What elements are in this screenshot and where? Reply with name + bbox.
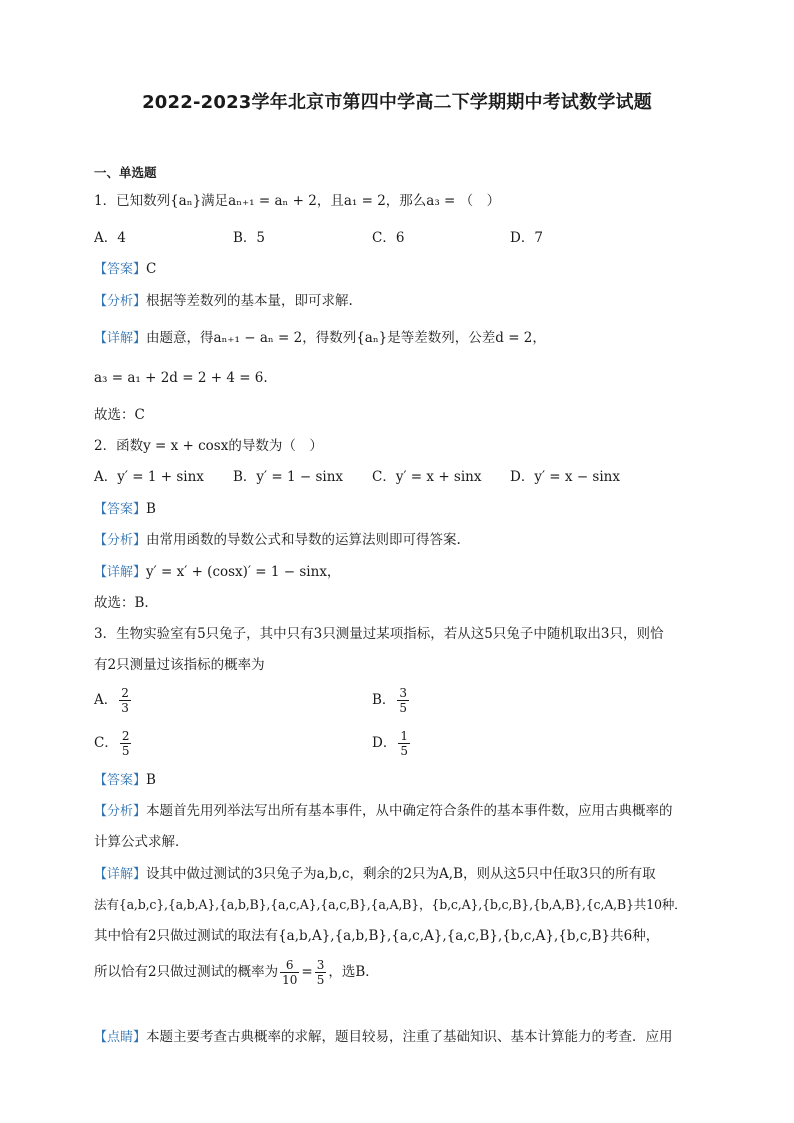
fraction-denominator: 5 xyxy=(121,744,130,758)
fraction-numerator: 3 xyxy=(399,686,408,700)
answer-tag: 【答案】 xyxy=(94,773,147,788)
q3-analysis-line2: 计算公式求解． xyxy=(94,834,189,850)
q1-analysis xyxy=(94,291,353,312)
answer-tag: 【答案】 xyxy=(94,502,147,517)
option-fraction xyxy=(398,729,410,758)
q3-analysis-line1 xyxy=(94,801,673,822)
q3-stem-line1: 3．生物实验室有5只兔子，其中只有3只测量过某项指标，若从这5只兔子中随机取出3只，则恰 xyxy=(94,626,664,642)
q2-stem: 2．函数y = x + cosx的导数为（ ） xyxy=(94,438,323,454)
probability-fraction-simplified xyxy=(315,958,327,987)
q3-option-d xyxy=(372,729,412,758)
fraction-numerator: 2 xyxy=(121,729,130,743)
q2-conclusion: 故选：B. xyxy=(94,595,149,611)
q1-option-d: D．7 xyxy=(510,230,543,246)
fraction-numerator: 2 xyxy=(121,686,129,700)
q2-answer xyxy=(94,499,156,520)
q3-detail-line2: 法有{a,b,c},{a,b,A},{a,b,B},{a,c,A},{a,c,B},{a,A,B}，{b,c,A},{b,c,B},{b,A,B},{c,A,B}共10种． xyxy=(94,897,687,912)
q2-option-c: C．y′ = x + sinx xyxy=(372,469,482,485)
q3-detail-line3: 其中恰有2只做过测试的取法有{a,b,A},{a,b,B},{a,c,A},{a,c,B},{b,c,A},{b,c,B}共6种， xyxy=(94,928,660,944)
q1-option-b: B．5 xyxy=(233,230,266,246)
probability-fraction xyxy=(280,958,299,987)
fraction-denominator: 5 xyxy=(400,744,408,758)
analysis-tag: 【分析】 xyxy=(94,533,147,548)
q1-conclusion: 故选：C xyxy=(94,407,145,423)
q1-stem: 1．已知数列{aₙ}满足aₙ₊₁ = aₙ + 2，且a₁ = 2，那么a₃ = （ ） xyxy=(94,193,501,209)
q2-option-b: B．y′ = 1 − sinx xyxy=(233,469,344,485)
detail-text: y′ = x′ + (cosx)′ = 1 − sinx， xyxy=(146,564,341,580)
q2-analysis xyxy=(94,530,461,551)
q1-answer xyxy=(94,259,156,280)
detail-text: 设其中做过测试的3只兔子为a,b,c，剩余的2只为A,B，则从这5只中任取3只的所有取 xyxy=(146,866,656,882)
option-fraction xyxy=(120,729,132,758)
q3-detail-line4 xyxy=(94,958,379,987)
q3-answer xyxy=(94,770,156,791)
q3-option-a xyxy=(94,686,133,715)
q1-detail xyxy=(94,328,546,349)
fraction-numerator: 6 xyxy=(280,958,299,973)
answer-value: B xyxy=(146,501,156,517)
analysis-tag: 【分析】 xyxy=(94,294,147,309)
option-letter: D． xyxy=(372,735,397,751)
fraction-denominator: 5 xyxy=(399,701,408,715)
fraction-numerator: 3 xyxy=(316,958,325,972)
section-heading: 一、单选题 xyxy=(94,165,157,180)
option-fraction xyxy=(397,686,409,715)
fraction-denominator: 10 xyxy=(282,973,298,987)
q3-comment xyxy=(94,1027,673,1048)
q2-detail xyxy=(94,562,340,583)
option-letter: A． xyxy=(94,692,118,708)
comment-tag: 【点睛】 xyxy=(94,1030,147,1045)
answer-value: C xyxy=(146,261,157,277)
analysis-text: 根据等差数列的基本量，即可求解. xyxy=(146,293,353,309)
q1-detail-formula: a₃ = a₁ + 2d = 2 + 4 = 6. xyxy=(94,370,268,386)
analysis-tag: 【分析】 xyxy=(94,804,147,819)
q3-option-b xyxy=(372,686,411,715)
fraction-denominator: 3 xyxy=(121,701,129,715)
detail-tag: 【详解】 xyxy=(94,331,147,346)
analysis-text: 由常用函数的导数公式和导数的运算法则即可得答案. xyxy=(146,532,461,548)
detail-text: ，选B． xyxy=(328,964,379,980)
document-title: 2022-2023学年北京市第四中学高二下学期期中考试数学试题 xyxy=(142,92,652,113)
q3-option-c xyxy=(94,729,133,758)
analysis-text: 本题首先用列举法写出所有基本事件，从中确定符合条件的基本事件数，应用古典概率的 xyxy=(146,803,673,819)
detail-tag: 【详解】 xyxy=(94,565,147,580)
detail-text: 所以恰有2只做过测试的概率为 xyxy=(94,964,279,980)
fraction-denominator: 5 xyxy=(316,973,325,987)
answer-tag: 【答案】 xyxy=(94,262,147,277)
option-letter: C． xyxy=(94,735,118,751)
q3-stem-line2: 有2只测量过该指标的概率为 xyxy=(94,657,265,673)
fraction-numerator: 1 xyxy=(400,729,408,743)
comment-text: 本题主要考查古典概率的求解，题目较易，注重了基础知识、基本计算能力的考查．应用 xyxy=(146,1029,673,1045)
q1-option-a: A．4 xyxy=(94,230,126,246)
detail-text: 由题意，得aₙ₊₁ − aₙ = 2，得数列{aₙ}是等差数列，公差d = 2， xyxy=(146,330,546,346)
option-letter: B． xyxy=(372,692,396,708)
q1-option-c: C．6 xyxy=(372,230,405,246)
answer-value: B xyxy=(146,772,156,788)
q2-option-d: D．y′ = x − sinx xyxy=(510,469,620,485)
detail-tag: 【详解】 xyxy=(94,867,147,882)
option-fraction xyxy=(119,686,131,715)
equals-sign: = xyxy=(301,964,313,980)
q2-option-a: A．y′ = 1 + sinx xyxy=(94,469,204,485)
q3-detail-line1 xyxy=(94,864,656,885)
